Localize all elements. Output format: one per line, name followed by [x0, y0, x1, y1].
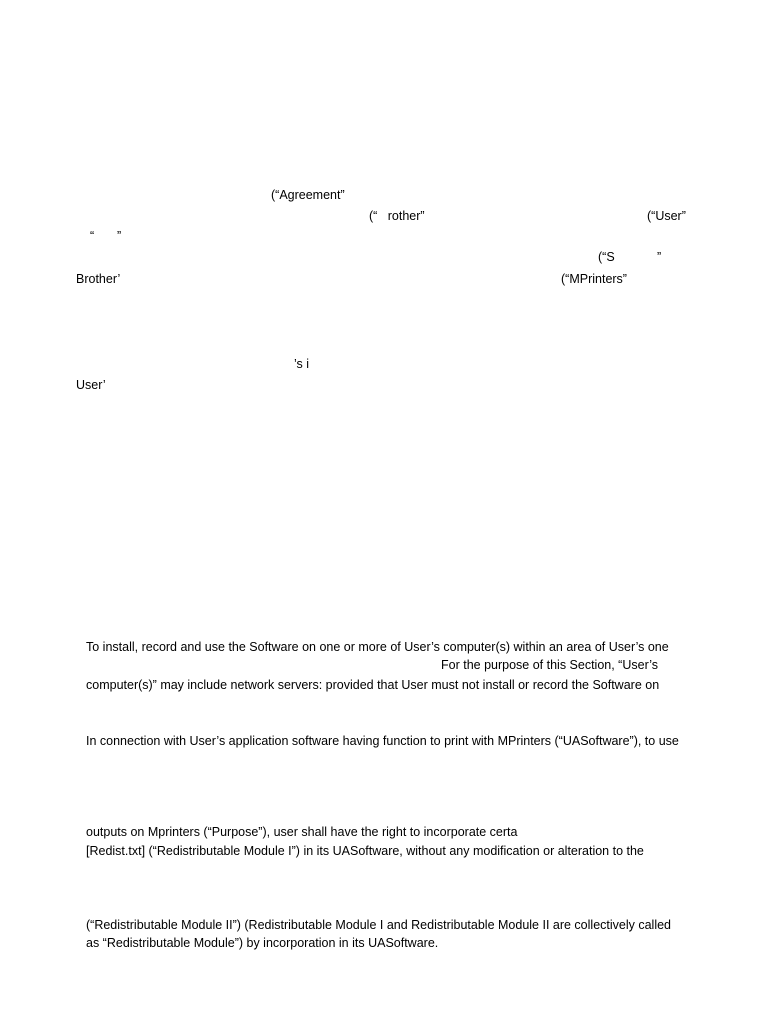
paragraph-line-redist: [Redist.txt] (“Redistributable Module I”) in its UASoftware, without any modification or alteration to the	[86, 844, 644, 858]
text-fragment-software-close-quote: ”	[657, 250, 662, 264]
text-fragment-brother-def: (“ rother”	[369, 209, 425, 223]
text-fragment-brother-possessive: Brother’	[76, 272, 121, 286]
text-fragment-agreement: (“Agreement”	[271, 188, 345, 202]
paragraph-line-outputs: outputs on Mprinters (“Purpose”), user shall have the right to incorporate certa	[86, 825, 518, 839]
text-fragment-close-quote: ”	[117, 229, 122, 243]
text-fragment-software-def: (“S	[598, 250, 615, 264]
paragraph-line-network-servers: computer(s)” may include network servers: provided that User must not install or record the Software on	[86, 678, 660, 692]
paragraph-line-uasoftware: In connection with User’s application software having function to print with MPrinters (“UASoftware”), to use	[86, 734, 679, 748]
text-fragment-user-possessive: User’	[76, 378, 106, 392]
text-fragment-open-quote: “	[90, 229, 95, 243]
text-fragment-mprinters-def: (“MPrinters”	[561, 272, 627, 286]
text-fragment-s-i: ’s i	[294, 357, 310, 371]
paragraph-line-module-ii: (“Redistributable Module II”) (Redistributable Module I and Redistributable Module II are collectively called	[86, 918, 672, 932]
paragraph-line-purpose-section: For the purpose of this Section, “User’s	[441, 658, 658, 672]
text-fragment-user-def: (“User”	[647, 209, 686, 223]
paragraph-line-incorporation: as “Redistributable Module”) by incorporation in its UASoftware.	[86, 936, 439, 950]
paragraph-line-install: To install, record and use the Software on one or more of User’s computer(s) within an area of User’s one	[86, 640, 669, 654]
